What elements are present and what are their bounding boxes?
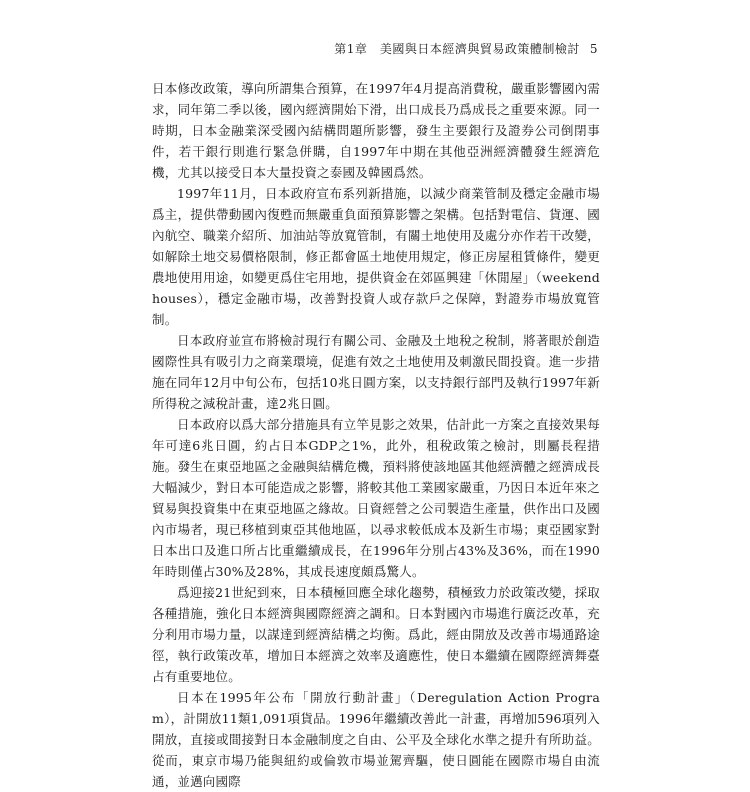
- paragraph: 1997年11月，日本政府宣布系列新措施，以減少商業管制及穩定金融市場爲主，提供帶動國內復甦而無嚴重負面預算影響之架構。包括對電信、貨運、國內航空、職業介紹所、加油站等放寬管制，有關土地使用及處分亦作若干改變，如解除土地交易價格限制，修正都會區土地使用規定，修正房屋租賃條件，變更農地使用用途，如變更爲住宅用地，提供資金在郊區興建「休閒屋」（weekend houses），穩定金融市場，改善對投資人或存款戶之保障，對證券市場放寬管制。: [152, 186, 600, 327]
- paragraph: 日本政府並宣布將檢討現行有關公司、金融及土地稅之稅制，將著眼於創造國際性具有吸引力之商業環境，促進有效之土地使用及刺激民間投資。進一步措施在同年12月中旬公布，包括10兆日圓方案，以支持銀行部門及執行1997年新所得稅之減稅計畫，達2兆日圓。: [152, 333, 600, 411]
- paragraph: 日本修改政策，導向所謂集合預算，在1997年4月提高消費稅，嚴重影響國內需求，同年第二季以後，國內經濟開始下滑，出口成長乃爲成長之重要來源。同一時期，日本金融業深受國內結構問題所影響，發生主要銀行及證券公司倒閉事件，若干銀行則進行緊急併購，自1997年中期在其他亞洲經濟體發生經濟危機，尤其以接受日本大量投資之泰國及韓國爲然。: [152, 81, 600, 180]
- running-header: [334, 40, 598, 57]
- chapter-title: 第1章 美國與日本經濟與貿易政策體制檢討: [334, 42, 580, 56]
- paragraph: 日本在1995年公布「開放行動計畫」（Deregulation Action Program），計開放11類1,091項貨品。1996年繼續改善此一計畫，再增加596項列入開放，直接或間接對日本金融制度之自由、公平及全球化水準之提升有所助益。從而，東京市場乃能與紐約或倫敦市場並駕齊驅，使日圓能在國際市場自由流通，並邁向國際: [152, 690, 600, 789]
- paragraph: 日本政府以爲大部分措施具有立竿見影之效果，估計此一方案之直接效果每年可達6兆日圓，約占日本GDP之1%，此外，租稅政策之檢討，則屬長程措施。發生在東亞地區之金融與結構危機，預料將使該地區其他經濟體之經濟成長大幅減少，對日本可能造成之影響，將較其他工業國家嚴重，乃因日本近年來之貿易與投資集中在東亞地區之緣故。日資經營之公司製造生產量，供作出口及國內市場者，現已移植到東亞其他地區，以尋求較低成本及新生市場；東亞國家對日本出口及進口所占比重繼續成長，在1996年分別占43%及36%，而在1990年時則僅占30%及28%，其成長速度頗爲驚人。: [152, 417, 600, 579]
- page-number: 5: [589, 42, 598, 56]
- paragraph: 爲迎接21世紀到來，日本積極回應全球化趨勢，積極致力於政策改變，採取各種措施，強化日本經濟與國際經濟之調和。日本對國內市場進行廣泛改革，充分利用市場力量，以謀達到經濟結構之均衡。爲此，經由開放及改善市場通路途徑，執行政策改革，增加日本經濟之效率及適應性，使日本繼續在國際經濟舞臺占有重要地位。: [152, 585, 600, 684]
- body-text: [152, 78, 600, 792]
